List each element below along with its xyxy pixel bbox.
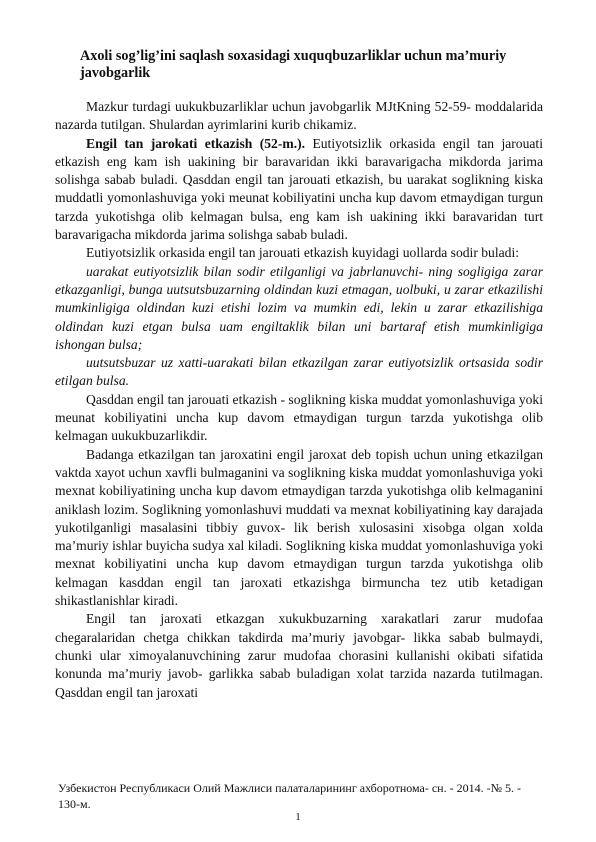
paragraph-necessary-defense: Engil tan jaroxati etkazgan xukukbuzarning xarakatlari zarur mudofaa chegaralaridan chetga chikkan takdirda ma’muriy javobgar- likka sabab bulmaydi, chunki ular ximoyalanuvchining zarur mudofaa chorasini kullanishi okibati sifatida konunda ma’muriy javob- garlikka sabab buladigan xolat tarzida nazarda tutilmagan. Qasddan engil tan jaroxati [55, 611, 543, 700]
paragraph-case-one: uarakat eutiyotsizlik bilan sodir etilganligi va jabrlanuvchi- ning sogligiga zarar etkazganligi, bunga uutsutsbuzarning oldindan kuzi etmagan, uolbuki, u zarar etkazilishi mumkinligiga oldindan kuzi etishi lozim va mumkin edi, lekin u zarar etkazilishiga oldindan kuzi etgan bulsa uam engiltaklik bilan uni bartaraf etish mumkinligiga ishongan bulsa; [55, 263, 543, 352]
footnote: Узбекистон Республикаси Олий Мажлиси палаталарининг ахборотнома- сн. - 2014. -№ 5. - 130-м. [58, 781, 522, 811]
page-number: 1 [295, 811, 301, 823]
paragraph-case-two: uutsutsbuzar uz xatti-uarakati bilan etkazilgan zarar eutiyotsizlik ortsasida sodir etilgan bulsa. [55, 355, 543, 389]
document-body [55, 98, 543, 702]
paragraph-article-52 [55, 135, 543, 245]
paragraph-negligence-cases: Eutiyotsizlik orkasida engil tan jarouati etkazish kuyidagi uollarda sodir buladi: [86, 245, 520, 261]
paragraph-intro: Mazkur turdagi uukukbuzarliklar uchun javobgarlik MJtKning 52-59- moddalarida nazarda tutilgan. Shulardan ayrimlarini kurib chikamiz. [55, 99, 543, 133]
document-title: Axoli sog’lig’ini saqlash soxasidagi xuquqbuzarliklar uchun ma’muriy javobgarlik [80, 48, 507, 81]
article-heading: Engil tan jarokati etkazish (52-m.). [86, 135, 306, 151]
article-52-text: Eutiyotsizlik orkasida engil tan jarouati etkazish eng kam ish uakining bir baravaridan ikki baravarigacha mikdorda jarima solishga sabab buladi. Qasddan engil tan jarouati etkazish, bu uarakat soglikning kiska muddatli yomonlashuviga yoki meunat kobiliyatini uncha kup davom etmaydigan turgun tarzda yukotishga olib kelmagan bulsa, eng kam ish uakining ikki baravaridan turt baravarigacha mikdorda jarima solishga sabab buladi. [55, 135, 543, 243]
paragraph-light-injury-criteria: Badanga etkazilgan tan jaroxatini engil jaroxat deb topish uchun uning etkazilgan vaktda xayot uchun xavfli bulmaganini va soglikning kiska muddat yomonlashuviga yoki mexnat kobiliyatining uncha kup davom etmaydigan tarzda yukotishga olib kelmaganini aniklash lozim. Soglikning yomonlashuvi muddati va mexnat kobiliyatining kay darajada yukotilganligi masalasini tibbiy guvox- lik berish xulosasini xisobga olgan xolda ma’muriy ishlar buyicha sudya xal kiladi. Soglikning kiska muddat yomonlashuviga yoki mexnat kobiliyatini uncha kup davom etmaydigan turgun tarzda yukotishga olib kelmagan kasddan engil tan jaroxati etkazishga birmuncha tez utib ketadigan shikastlanishlar kiradi. [55, 446, 543, 609]
paragraph-intentional-injury: Qasddan engil tan jarouati etkazish - soglikning kiska muddat yomonlashuviga yoki meunat kobiliyatini uncha kup davom etmaydigan turgun tarzda yukotishga olib kelmagan uukukbuzarlikdir. [55, 391, 543, 444]
